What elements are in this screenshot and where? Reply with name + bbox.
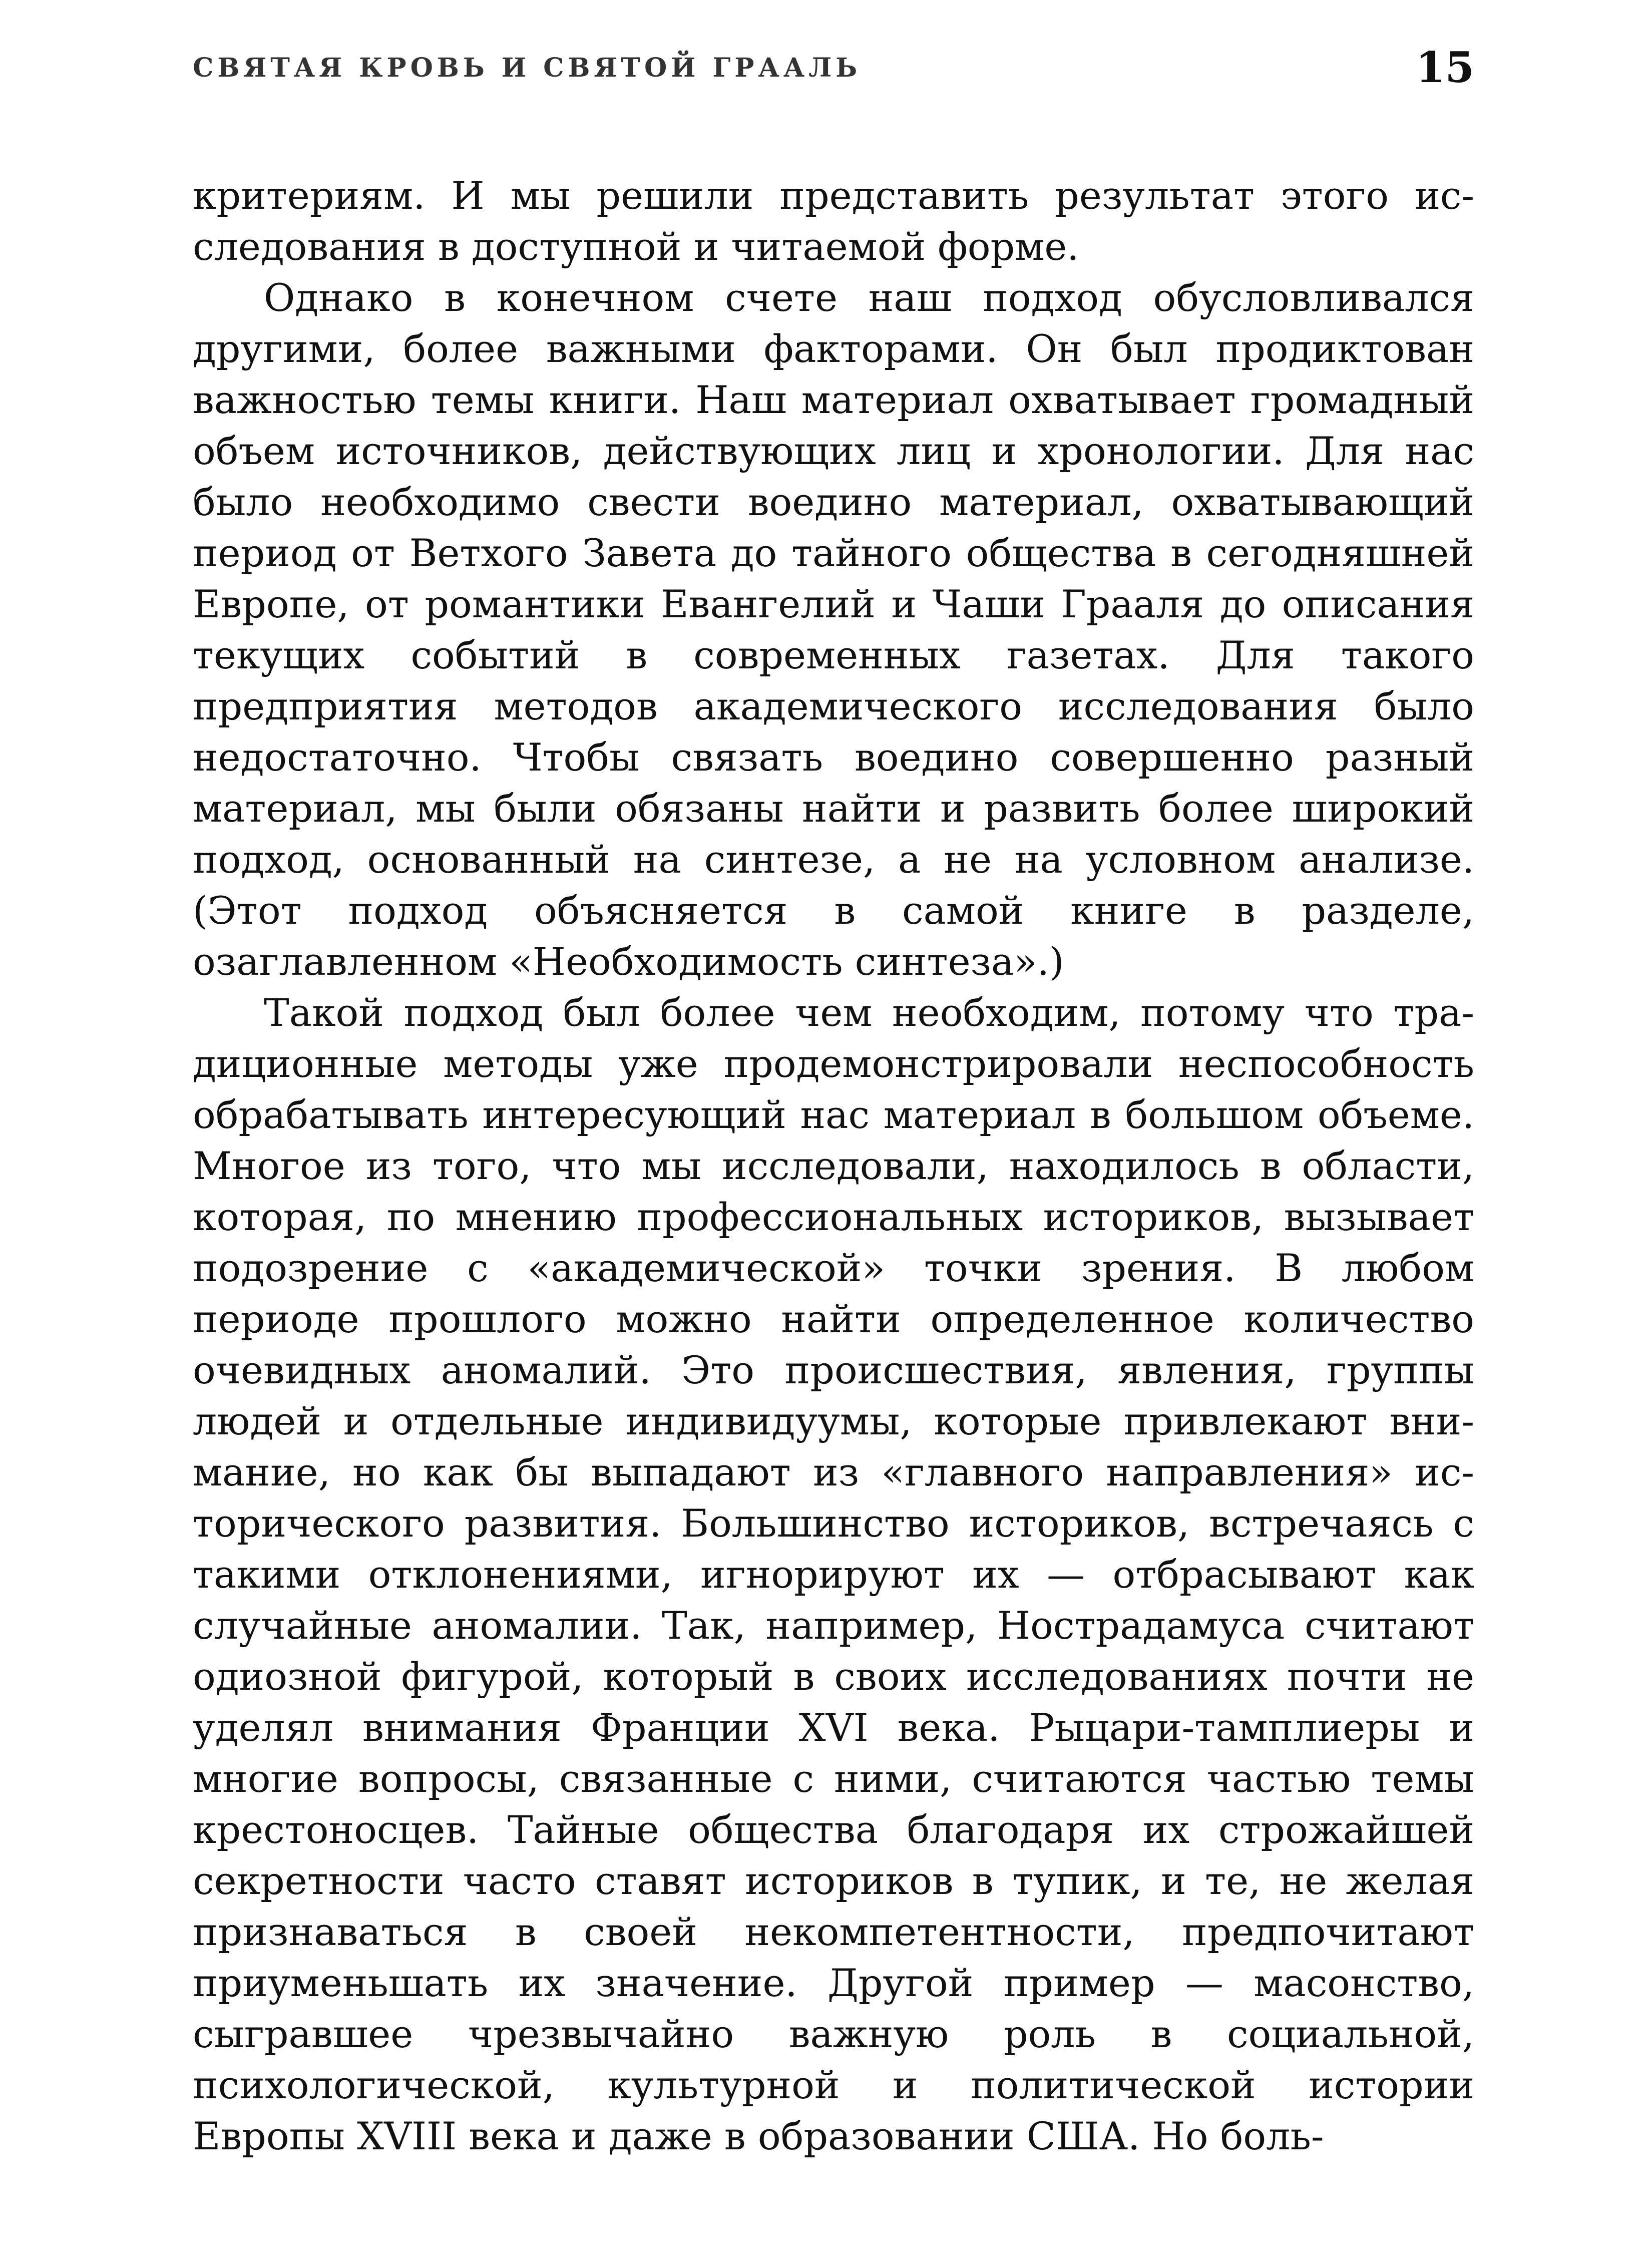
paragraph: Однако в конечном счете наш подход обусловливался другими, более важными факторами. Он был продиктован важностью темы книги. Наш материал охватывает громадный объем источников, действующих лиц и хронологии. Для нас было необходимо свести воедино материал, охватывающий период от Ветхого Завета до тайного общества в сегодняшней Европе, от романтики Евангелий и Чаши Грааля до описания текущих событий в современных газетах. Для такого предприятия методов академического исследования было недостаточно. Чтобы связать воедино совершенно разный материал, мы были обязаны найти и развить более широкий подход, основанный на синтезе, а не на условном анализе. (Этот подход объясняется в самой книге в разделе, озаглавленном «Необходимость синтеза».) (193, 275, 1474, 984)
running-title: СВЯТАЯ КРОВЬ И СВЯТОЙ ГРААЛЬ (193, 53, 862, 83)
paragraph: Такой подход был более чем необходим, потому что традиционные методы уже продемонстрировали неспособность обрабатывать интересующий нас материал в большом объеме. Многое из того, что мы исследовали, находилось в области, которая, по мнению профессиональных историков, вызывает подозрение с «академической» точки зрения. В любом периоде прошлого можно найти определенное количество очевидных аномалий. Это происшествия, явления, группы людей и отдельные индивидуумы, которые привлекают внимание, но как бы выпадают из «главного направления» исторического развития. Большинство историков, встречаясь с такими отклонениями, игнорируют их — отбрасывают как случайные аномалии. Так, например, Нострадамуса считают одиозной фигурой, который в своих исследованиях почти не уделял внимания Франции XVI века. Рыцари-тамплиеры и многие вопросы, связанные с ними, считаются частью темы крестоносцев. Тайные общества благодаря их строжайшей секретности часто ставят историков в тупик, и те, не желая признаваться в своей некомпетентности, предпочитают приуменьшать их значение. Другой пример — масонство, сыгравшее чрезвычайно важную роль в социальной, психологической, культурной и политической истории Европы XVIII века и даже в образовании США. Но боль- (193, 990, 1474, 2158)
paragraph-continued: критериям. И мы решили представить результат этого исследования в доступной и читаемой форме. (193, 173, 1474, 269)
book-page (193, 0, 1474, 2265)
body-text (193, 170, 1474, 2162)
page-number: 15 (1416, 43, 1474, 92)
